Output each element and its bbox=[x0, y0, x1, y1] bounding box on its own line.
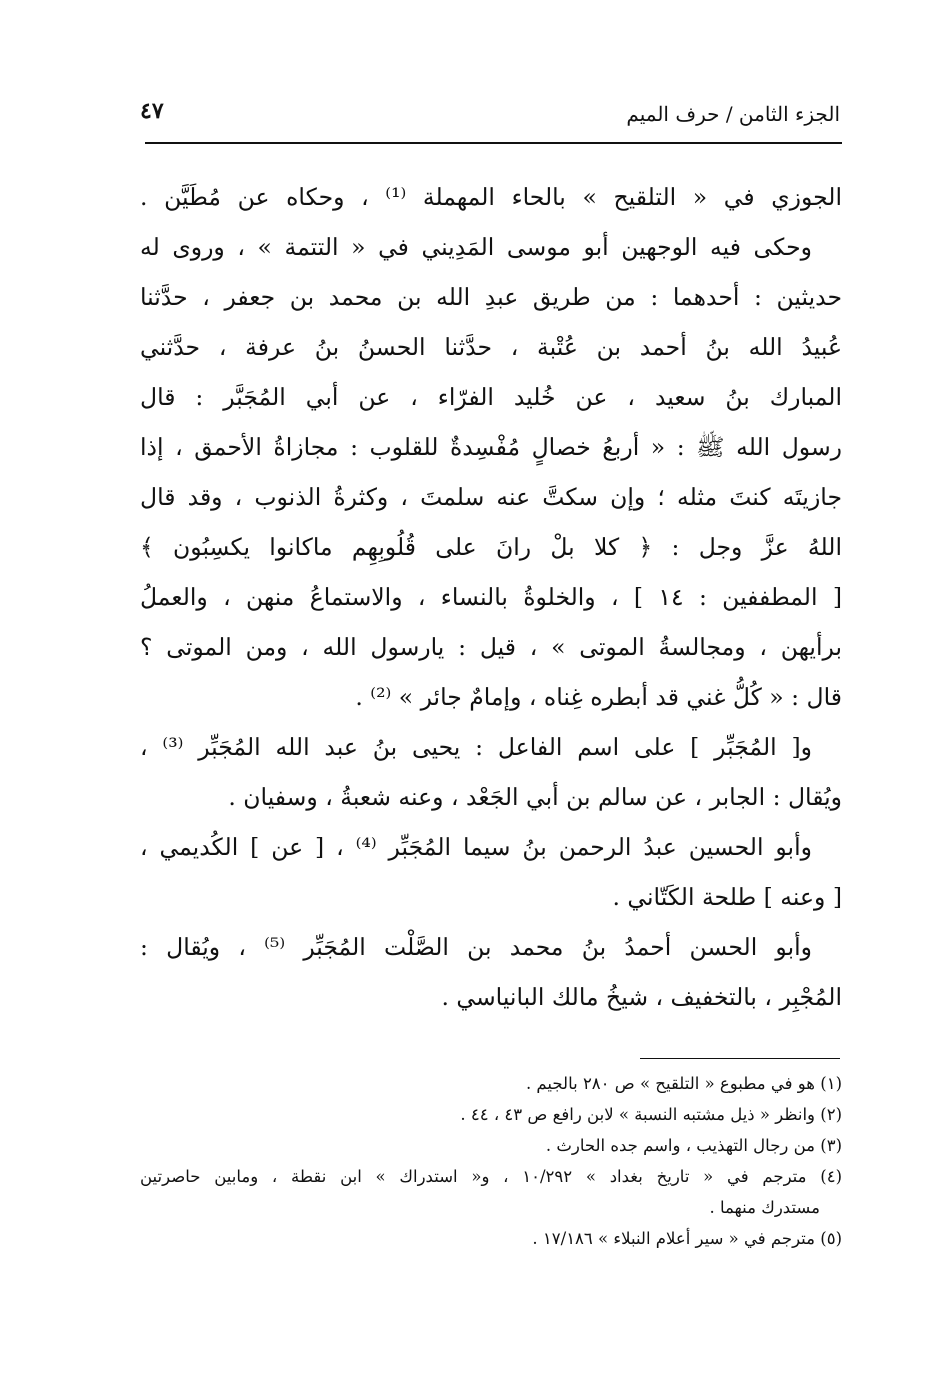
main-text bbox=[140, 172, 842, 1022]
text-line: رسول الله ﷺ : « أربعُ خصالٍ مُفْسِدةٌ للقلوب : مجازاةُ الأحمق ، إذا bbox=[140, 433, 842, 461]
text-line: وأبو الحسن أحمدُ بنُ محمد بن الصَّلْت المُجَبِّر ⁽⁵⁾ ، ويُقال : bbox=[140, 933, 812, 961]
text-line: برأيهن ، ومجالسةُ الموتى » ، قيل : يارسول الله ، ومن الموتى ؟ bbox=[140, 633, 842, 661]
text-line: المُجْبِر ، بالتخفيف ، شيخُ مالك البانياسي . bbox=[441, 983, 842, 1011]
text-line: [ وعنه ] طلحة الكَتّاني . bbox=[612, 883, 842, 911]
footnote-4: (٤) مترجم في « تاريخ بغداد » ١٠/٢٩٢ ، و« استدراك » ابن نقطة ، ومابين حاصرتين bbox=[140, 1167, 842, 1186]
text-line: عُبيدُ الله بنُ أحمد بن عُتْبة ، حدَّثنا الحسنُ بنُ عرفة ، حدَّثني bbox=[140, 333, 842, 361]
page-header bbox=[140, 96, 840, 136]
running-title: الجزء الثامن / حرف الميم bbox=[626, 102, 840, 126]
footnote-1: (١) هو في مطبوع « التلقيح » ص ٢٨٠ بالجيم . bbox=[525, 1074, 842, 1093]
text-line: قال : « كُلُّ غني قد أبطره غِناه ، وإمامٌ جائر » ⁽²⁾ . bbox=[355, 683, 842, 711]
footnote-3: (٣) من رجال التهذيب ، واسم جده الحارث . bbox=[545, 1136, 842, 1155]
text-line: اللهُ عزَّ وجل : ﴿ كلا بلْ رانَ على قُلُوبِهِم ماكانوا يكسِبُون ﴾ bbox=[140, 533, 842, 561]
footnote-4-continued: مستدرك منهما . bbox=[709, 1198, 820, 1217]
page-number: ٤٧ bbox=[140, 98, 164, 124]
footnote-rule bbox=[640, 1058, 840, 1059]
text-line: جازيتَه كنتَ مثله ؛ وإن سكتَّ عنه سلمتَ ، وكثرةُ الذنوب ، وقد قال bbox=[140, 483, 842, 511]
footnotes bbox=[140, 1068, 842, 1254]
text-line: ويُقال : الجابر ، عن سالم بن أبي الجَعْد ، وعنه شعبةُ ، وسفيان . bbox=[228, 783, 842, 811]
text-line: الجوزي في « التلقيح » بالحاء المهملة ⁽¹⁾ ، وحكاه عن مُطَيَّن . bbox=[140, 183, 842, 211]
footnote-2: (٢) وانظر « ذيل مشتبه النسبة » لابن رافع ص ٤٣ ، ٤٤ . bbox=[460, 1105, 842, 1124]
text-line: و[ المُجَبِّر ] على اسم الفاعل : يحيى بنُ عبد الله المُجَبِّر ⁽³⁾ ، bbox=[140, 733, 812, 761]
text-line: المبارك بنُ سعيد ، عن خُليد الفرّاء ، عن أبي المُجَبَّر : قال bbox=[140, 383, 842, 411]
text-line: وأبو الحسين عبدُ الرحمن بنُ سيما المُجَبِّر ⁽⁴⁾ ، [ عن ] الكُديمي ، bbox=[140, 833, 812, 861]
text-line: [ المطففين : ١٤ ] ، والخلوةُ بالنساء ، والاستماعُ منهن ، والعملُ bbox=[140, 583, 842, 611]
text-line: وحكى فيه الوجهين أبو موسى المَدِيني في « التتمة » ، وروى له bbox=[140, 233, 812, 261]
text-line: حديثين : أحدهما : من طريق عبدِ الله بن محمد بن جعفر ، حدَّثنا bbox=[140, 283, 842, 311]
footnote-5: (٥) مترجم في « سير أعلام النبلاء » ١٧/١٨٦ . bbox=[532, 1229, 842, 1248]
header-rule bbox=[145, 142, 842, 144]
